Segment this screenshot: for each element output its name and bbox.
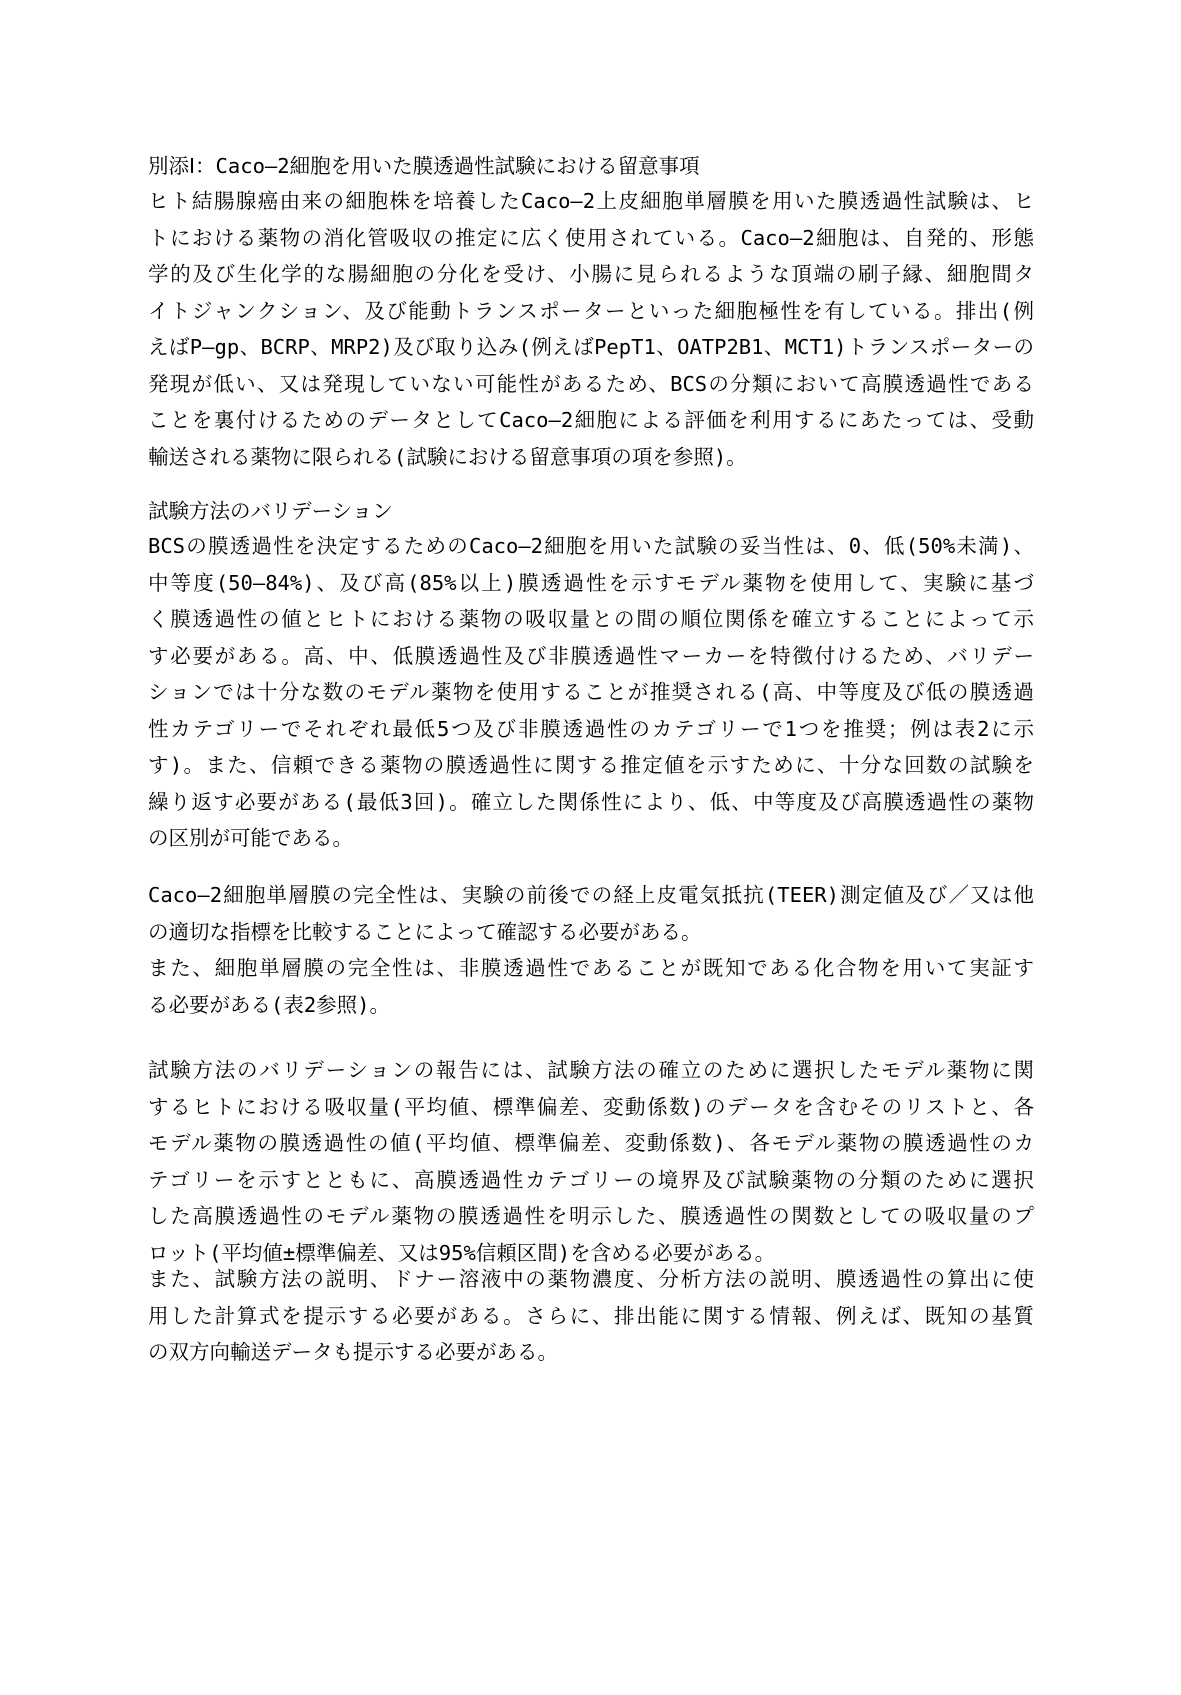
text-line: えばP―gp、BCRP、MRP2)及び取り込み(例えばPepT1、OATP2B1、MCT1)トランスポーターの: [148, 335, 1034, 359]
text-line: 発現が低い、又は発現していない可能性があるため、BCSの分類において高膜透過性である: [148, 371, 1034, 396]
text-line: ことを裏付けるためのデータとしてCaco―2細胞による評価を利用するにあたっては、受動: [148, 408, 1034, 432]
text-line: イトジャンクション、及び能動トランスポーターといった細胞極性を有している。排出(例: [148, 298, 1034, 323]
text-line: また、試験方法の説明、ドナー溶液中の薬物濃度、分析方法の説明、膜透過性の算出に使: [148, 1267, 1034, 1291]
title-line: 別添Ⅰ：Caco―2細胞を用いた膜透過性試験における留意事項: [148, 154, 700, 178]
text-line: 輸送される薬物に限られる(試験における留意事項の項を参照)。: [148, 444, 747, 469]
text-line: 学的及び生化学的な腸細胞の分化を受け、小腸に見られるような頂端の刷子縁、細胞間タ: [148, 262, 1034, 286]
text-line: また、細胞単層膜の完全性は、非膜透過性であることが既知である化合物を用いて実証す: [148, 956, 1034, 980]
text-line: ヒト結腸腺癌由来の細胞株を培養したCaco―2上皮細胞単層膜を用いた膜透過性試験は、ヒ: [148, 189, 1034, 213]
text-line: Caco―2細胞単層膜の完全性は、実験の前後での経上皮電気抵抗(TEER)測定値及び／又は他: [148, 883, 1034, 907]
text-line: モデル薬物の膜透過性の値(平均値、標準偏差、変動係数)、各モデル薬物の膜透過性のカ: [148, 1131, 1034, 1155]
text-line: した高膜透過性のモデル薬物の膜透過性を明示した、膜透過性の関数としての吸収量のプ: [148, 1204, 1034, 1228]
paragraph-validation-report: [148, 1052, 1034, 1271]
text-line: 中等度(50―84%)、及び高(85%以上)膜透過性を示すモデル薬物を使用して、実験に基づ: [148, 570, 1034, 595]
text-line: の双方向輸送データも提示する必要がある。: [148, 1340, 558, 1364]
text-line: の適切な指標を比較することによって確認する必要がある。: [148, 919, 702, 944]
paragraph-intro: [148, 183, 1034, 475]
text-line: 用した計算式を提示する必要がある。さらに、排出能に関する情報、例えば、既知の基質: [148, 1303, 1034, 1328]
heading-line: 試験方法のバリデーション: [148, 499, 393, 523]
text-line: BCSの膜透過性を決定するためのCaco―2細胞を用いた試験の妥当性は、0、低(50%未満)、: [148, 534, 1034, 558]
paragraph-method-description: [148, 1261, 1034, 1371]
paragraph-monolayer-integrity: [148, 877, 1034, 950]
document-title: [148, 148, 1034, 185]
text-line: ションでは十分な数のモデル薬物を使用することが推奨される(高、中等度及び低の膜透過: [148, 680, 1034, 704]
text-line: 繰り返す必要がある(最低3回)。確立した関係性により、低、中等度及び高膜透過性の薬物: [148, 789, 1034, 814]
text-line: 性カテゴリーでそれぞれ最低5つ及び非膜透過性のカテゴリーで1つを推奨；例は表2に示: [148, 716, 1034, 741]
paragraph-nonpermeable-compound: [148, 950, 1034, 1023]
text-line: す必要がある。高、中、低膜透過性及び非膜透過性マーカーを特徴付けるため、バリデー: [148, 643, 1034, 668]
text-line: テゴリーを示すとともに、高膜透過性カテゴリーの境界及び試験薬物の分類のために選択: [148, 1167, 1034, 1192]
text-line: す)。また、信頼できる薬物の膜透過性に関する推定値を示すために、十分な回数の試験を: [148, 753, 1034, 777]
section-heading-validation: [148, 493, 1034, 530]
text-line: の区別が可能である。: [148, 826, 353, 850]
text-line: 試験方法のバリデーションの報告には、試験方法の確立のために選択したモデル薬物に関: [148, 1058, 1034, 1082]
text-line: するヒトにおける吸収量(平均値、標準偏差、変動係数)のデータを含むそのリストと、各: [148, 1094, 1034, 1119]
text-line: く膜透過性の値とヒトにおける薬物の吸収量との間の順位関係を確立することによって示: [148, 607, 1034, 631]
text-line: る必要がある(表2参照)。: [148, 992, 391, 1017]
text-line: ロット(平均値±標準偏差、又は95%信頼区間)を含める必要がある。: [148, 1240, 776, 1265]
paragraph-validation: [148, 528, 1034, 857]
text-line: トにおける薬物の消化管吸収の推定に広く使用されている。Caco―2細胞は、自発的、形態: [148, 225, 1034, 250]
